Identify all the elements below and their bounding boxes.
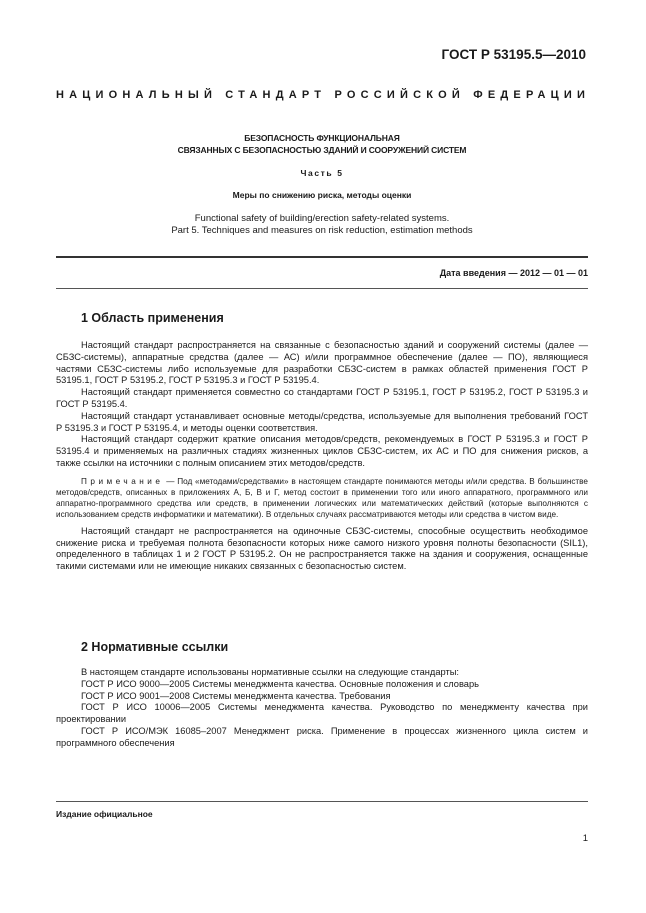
section-2-paragraph: В настоящем стандарте использованы нормативные ссылки на следующие стандарты: (81, 667, 460, 677)
english-title-line2: Part 5. Techniques and measures on risk reduction, estimation methods (171, 225, 473, 236)
section-1-paragraph: Настоящий стандарт устанавливает основные методы/средства, используемые для выполнения требований ГОСТ Р 53195.3 и ГОСТ Р 53195.4, и методы оценки соответствия. (56, 410, 588, 433)
normative-reference: ГОСТ Р ИСО 9001—2008 Системы менеджмента качества. Требования (81, 690, 391, 701)
normative-reference: ГОСТ Р ИСО/МЭК 16085–2007 Менеджмент риска. Применение в процессах жизненного цикла систем и программного обеспечения (56, 725, 588, 748)
introduction-date: Дата введения — 2012 — 01 — 01 (439, 268, 588, 278)
section-1-heading: 1 Область применения (81, 311, 224, 325)
section-1-paragraph: Настоящий стандарт содержит краткие описания методов/средств, рекомендуемых в ГОСТ Р 53195.3 и ГОСТ Р 53195.4 и применяемых на различных стадиях жизненных циклов СБЗС-систем, их АС и ПО для снижения рисков, а также ссылки на источники с полным описанием этих методов/средств. (56, 434, 588, 468)
document-subtitle: Меры по снижению риска, методы оценки (232, 190, 412, 200)
section-1-paragraph: Настоящий стандарт применяется совместно со стандартами ГОСТ Р 53195.1, ГОСТ Р 53195.2, ГОСТ Р 53195.3 и ГОСТ Р 53195.4. (56, 387, 588, 409)
footer-divider (56, 801, 588, 802)
document-title-line2: СВЯЗАННЫХ С БЕЗОПАСНОСТЬЮ ЗДАНИЙ И СООРУЖЕНИЙ СИСТЕМ (177, 145, 467, 155)
section-2-heading: 2 Нормативные ссылки (81, 640, 229, 654)
part-label: Часть 5 (300, 168, 344, 178)
section-1-note (56, 476, 588, 520)
normative-reference: ГОСТ Р ИСО 10006—2005 Системы менеджмента качества. Руководство по менеджменту качества при проектировании (56, 702, 588, 725)
note-label: Примечание (81, 476, 164, 486)
national-standard-banner: НАЦИОНАЛЬНЫЙ СТАНДАРТ РОССИЙСКОЙ ФЕДЕРАЦИИ (56, 89, 591, 101)
note-text: — Под «методами/средствами» в настоящем стандарте понимаются методы и/или средства. В большинстве методов/средств, описанных в приложениях А, Б, В и Г, метод состоит в применении того или иного аппаратного, программного или аппаратно-программного средства или средств, в применении логических или математических действий (которые выполняются с использованием средств информатики и математики). В отдельных случаях рассматриваются методы или средства в чистом виде. (56, 476, 588, 519)
edition-label: Издание официальное (56, 809, 153, 819)
section-1-paragraph: Настоящий стандарт не распространяется на одиночные СБЗС-системы, способные осуществить необходимое снижение риска и требуемая полнота безопасности которых ниже самого низкого уровня полноты безопасности (SIL1), определенного в таблицах 1 и 2 ГОСТ Р 53195.2. Он не распространяется также на здания и сооружения, оснащенные такими системами или не имеющие никаких связанных с безопасностью систем. (56, 525, 588, 572)
section-1-paragraph: Настоящий стандарт распространяется на связанные с безопасностью зданий и сооружений системы (далее — СБЗС-системы), аппаратные средства (далее — АС) и/или программное обеспечение (далее — ПО), являющиеся частями СБЗС-системы либо используемые для разработки СБЗС-систем в рамках областей применения ГОСТ Р 53195.1, ГОСТ Р 53195.2, ГОСТ Р 53195.3 и ГОСТ Р 53195.4. (56, 340, 588, 386)
section-2-body (56, 667, 588, 750)
document-title-line1: БЕЗОПАСНОСТЬ ФУНКЦИОНАЛЬНАЯ (244, 133, 400, 143)
date-divider (56, 288, 588, 289)
title-divider (56, 256, 588, 258)
english-title-line1: Functional safety of building/erection safety-related systems. (194, 213, 450, 224)
normative-reference: ГОСТ Р ИСО 9000—2005 Системы менеджмента качества. Основные положения и словарь (81, 678, 479, 689)
section-1-body (56, 340, 588, 573)
page-number: 1 (582, 833, 588, 844)
standard-code: ГОСТ Р 53195.5—2010 (441, 47, 586, 62)
